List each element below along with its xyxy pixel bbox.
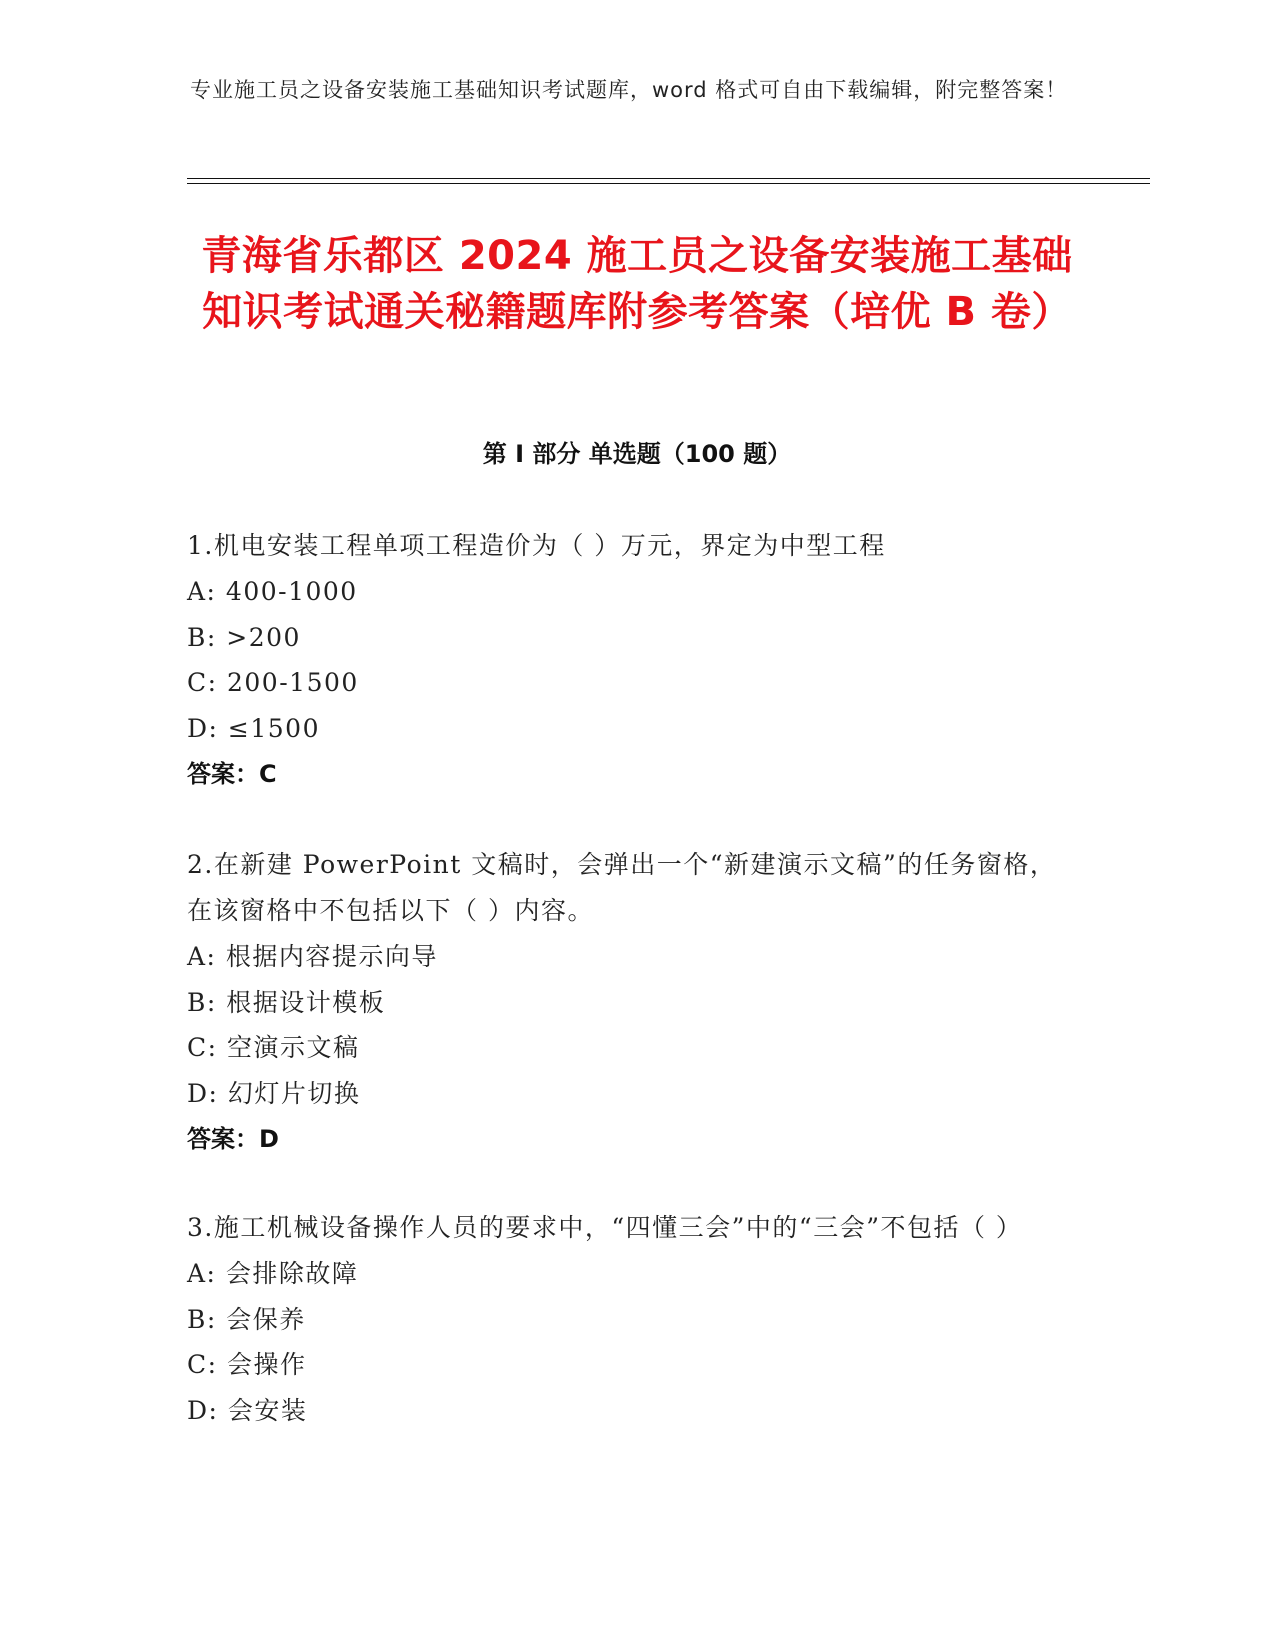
section-title: 第 I 部分 单选题（100 题） — [482, 440, 792, 468]
question-stem: 3.施工机械设备操作人员的要求中，“四懂三会”中的“三会”不包括（ ） — [187, 1213, 1023, 1242]
option-b: B: >200 — [187, 622, 301, 652]
question-3 — [187, 1205, 1067, 1433]
question-stem: 2.在新建 PowerPoint 文稿时，会弹出一个“新建演示文稿”的任务窗格，在该窗格中不包括以下（ ）内容。 — [187, 850, 1057, 925]
document-title: 青海省乐都区 2024 施工员之设备安装施工基础知识考试通关秘籍题库附参考答案（培优 B 卷） — [201, 233, 1073, 335]
header-rule-top — [187, 178, 1150, 179]
header-rule-bottom — [187, 183, 1150, 184]
option-a: A: 会排除故障 — [187, 1259, 359, 1288]
question-stem: 1.机电安装工程单项工程造价为（ ）万元，界定为中型工程 — [187, 531, 886, 560]
option-d: D: ≤1500 — [187, 713, 320, 743]
option-a: A: 根据内容提示向导 — [187, 942, 438, 971]
header-note: 专业施工员之设备安装施工基础知识考试题库，word 格式可自由下载编辑，附完整答案！ — [190, 78, 1068, 102]
option-c: C: 会操作 — [187, 1350, 307, 1379]
answer-line: 答案：C — [187, 760, 277, 788]
option-a: A: 400-1000 — [187, 577, 358, 606]
question-1 — [187, 523, 1067, 797]
option-b: B: 根据设计模板 — [187, 987, 386, 1017]
option-c: C: 空演示文稿 — [187, 1033, 360, 1062]
question-2 — [187, 842, 1067, 1162]
option-b: B: 会保养 — [187, 1304, 306, 1334]
option-d: D: 幻灯片切换 — [187, 1078, 361, 1108]
option-d: D: 会安装 — [187, 1395, 308, 1425]
answer-line: 答案：D — [187, 1125, 279, 1153]
option-c: C: 200-1500 — [187, 668, 359, 697]
